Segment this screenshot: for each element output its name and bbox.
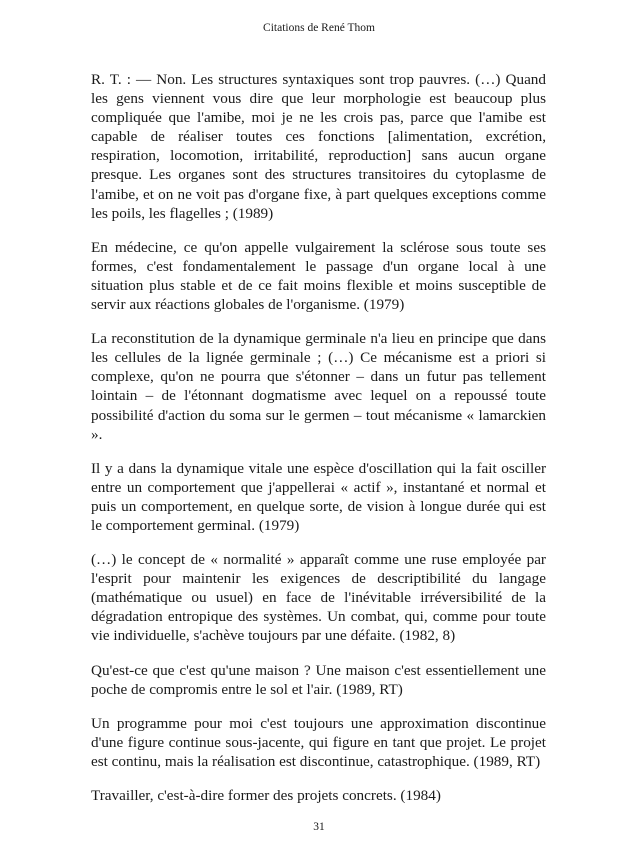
running-header: Citations de René Thom bbox=[263, 22, 375, 34]
paragraph-1: R. T. : — Non. Les structures syntaxiques sont trop pauvres. (…) Quand les gens viennent vous dire que leur morphologie est beaucoup plus compliquée que l'amibe, moi je ne les crois pas, parce que l'amibe est capable de réaliser toutes ces fonctions [alimentation, excrétion, respiration, locomotion, irritabilité, reproduction] sans aucun organe presque. Les organes sont des structures transitoires du cytoplasme de l'amibe, et on ne voit pas d'organe fixe, à part quelques exceptions comme les poils, les flagelles ; (1989) bbox=[91, 71, 546, 222]
paragraph-8: Travailler, c'est-à-dire former des projets concrets. (1984) bbox=[91, 787, 441, 804]
page-number: 31 bbox=[313, 821, 325, 833]
page-body bbox=[91, 70, 546, 805]
paragraph-4: Il y a dans la dynamique vitale une espèce d'oscillation qui la fait osciller entre un comportement que j'appellerai « actif », instantané et normal et puis un comportement, en quelque sorte, de vision à longue durée qui est le comportement germinal. (1979) bbox=[91, 459, 546, 534]
paragraph-6: Qu'est-ce que c'est qu'une maison ? Une maison c'est essentiellement une poche de compromis entre le sol et l'air. (1989, RT) bbox=[91, 661, 546, 698]
paragraph-5: (…) le concept de « normalité » apparaît comme une ruse employée par l'esprit pour maintenir les exigences de descriptibilité du langage (mathématique ou usuel) en face de l'inévitable irréversibilité de la dégradation entropique des systèmes. Un combat, qui, comme pour toute vie individuelle, s'achève toujours par une défaite. (1982, 8) bbox=[91, 551, 546, 645]
paragraph-2: En médecine, ce qu'on appelle vulgairement la sclérose sous toute ses formes, c'est fondamentalement le passage d'un organe local à une situation plus stable et de ce fait moins flexible et moins susceptible de servir aux réactions globales de l'organisme. (1979) bbox=[91, 238, 546, 314]
paragraph-3: La reconstitution de la dynamique germinale n'a lieu en principe que dans les cellules de la lignée germinale ; (…) Ce mécanisme est a priori si complexe, qu'on ne pourra que s'étonner – dans un futur pas tellement lointain – de l'étonnant dogmatisme avec lequel on a repoussé toute possibilité d'action du soma sur le germen – tout mécanisme « lamarckien ». bbox=[91, 330, 546, 443]
paragraph-7: Un programme pour moi c'est toujours une approximation discontinue d'une figure continue sous-jacente, qui figure en tant que projet. Le projet est continu, mais la réalisation est discontinue, catastrophique. (1989, RT) bbox=[91, 714, 546, 770]
